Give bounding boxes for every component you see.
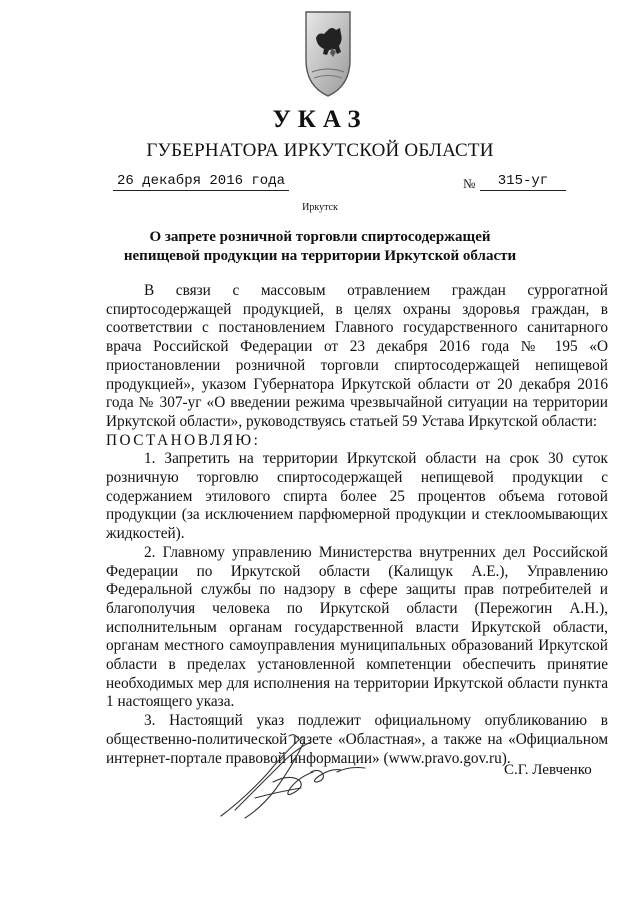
decree-word: ПОСТАНОВЛЯЮ: xyxy=(106,431,261,449)
document-issuer: ГУБЕРНАТОРА ИРКУТСКОЙ ОБЛАСТИ xyxy=(146,140,494,161)
item-2-paragraph: 2. Главному управлению Министерства внутренних дел Российской Федерации по Иркутской области (Калищук А.Е.), Управлению Федеральной службы по надзору в сфере защиты прав потребителей и благополучия человека по Иркутской области (Пережогин А.Н.), исполнительным органам государственной власти Иркутской области, органам местного самоуправления муниципальных образований Иркутской области в пределах установленной компетенции обеспечить принятие необходимых мер для исполнения на территории Иркутской области пункта 1 настоящего указа. xyxy=(106,543,608,711)
signatory-name: С.Г. Левченко xyxy=(504,762,592,778)
document-date: 26 декабря 2016 года xyxy=(113,172,289,191)
preamble-paragraph: В связи с массовым отравлением граждан суррогатной спиртосодержащей продукцией, в целях охраны здоровья граждан, в соответствии с постановлением Главного государственного санитарного врача Российской Федерации от 23 декабря 2016 года № 195 «О приостановлении розничной торговли спиртосодержащей непищевой продукцией», указом Губернатора Иркутской области от 20 декабря 2016 года № 307-уг «О введении режима чрезвычайной ситуации на территории Иркутской области», руководствуясь статьей 59 Устава Иркутской области: xyxy=(106,282,608,430)
number-sign: № xyxy=(463,176,476,191)
document-subject xyxy=(100,228,540,266)
document-body xyxy=(106,282,608,768)
item-3-paragraph: 3. Настоящий указ подлежит официальному опубликованию в общественно-политической газете «Областная», а также на «Официальном интернет-портале правовой информации» (www.pravo.gov.ru). xyxy=(106,712,608,767)
item-1-paragraph: 1. Запретить на территории Иркутской области на срок 30 суток розничную торговлю спиртосодержащей непищевой продукции с содержанием этилового спирта более 25 процентов объема готовой продукции (за исключением парфюмерной продукции и стеклоомывающих жидкостей). xyxy=(106,450,608,543)
handwritten-signature xyxy=(215,728,375,823)
subject-line-2: непищевой продукции на территории Иркутской области xyxy=(123,248,517,264)
subject-line-1: О запрете розничной торговли спиртосодержащей xyxy=(149,229,491,245)
document-title: УКАЗ xyxy=(272,106,368,133)
document-number: 315-уг xyxy=(480,172,566,191)
coat-of-arms-icon xyxy=(302,8,354,100)
document-city: Иркутск xyxy=(302,202,338,213)
